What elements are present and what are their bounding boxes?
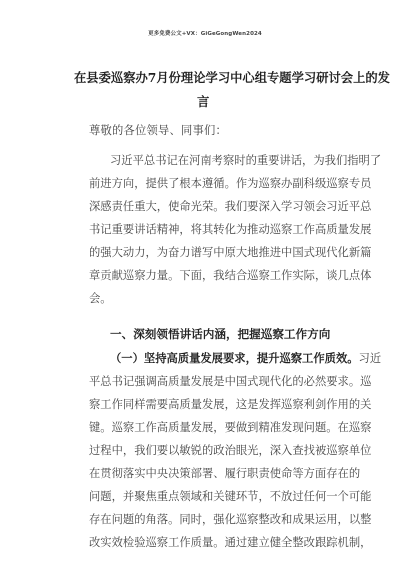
- paragraph-line: 在贯彻落实中央决策部署、履行职责使命等方面存在的: [89, 467, 361, 480]
- document-title-line2: 言: [197, 94, 210, 109]
- paragraph-line: 会。: [89, 292, 112, 305]
- paragraph-line: 书记重要讲话精神，将其转化为推动巡察工作高质量发展: [89, 223, 372, 236]
- subsection-heading-tail: 习近: [358, 352, 382, 365]
- paragraph-line: 平总书记强调高质量发展是中国式现代化的必然要求。巡: [89, 375, 372, 388]
- subsection-heading: （一）坚持高质量发展要求，提升巡察工作质效。: [110, 351, 359, 365]
- section-heading: 一、深刻领悟讲话内涵，把握巡察工作方向: [110, 327, 331, 341]
- paragraph-line: 问题，并聚焦重点领域和关键环节，不放过任何一个可能: [89, 490, 372, 503]
- paragraph-line: 习近平总书记在河南考察时的重要讲话，为我们指明了: [110, 154, 382, 167]
- paragraph-line: 键。巡察工作高质量发展，要做到精准发现问题。在巡察: [89, 421, 372, 434]
- paragraph-line: 存在问题的角落。同时，强化巡察整改和成果运用，以整: [89, 513, 372, 526]
- paragraph-line: 深感责任重大，使命光荣。我们要深入学习领会习近平总: [89, 200, 372, 213]
- paragraph-line: 改实效检验巡察工作质量。通过建立健全整改跟踪机制，: [89, 536, 372, 549]
- paragraph-line: 察工作同样需要高质量发展，这是发挥巡察利剑作用的关: [89, 398, 372, 411]
- paragraph-line: 过程中，我们要以敏锐的政治眼光，深入查找被巡察单位: [89, 444, 372, 457]
- document-title-line1: 在县委巡察办7月份理论学习中心组专题学习研讨会上的发: [74, 70, 390, 85]
- subsection-line: [110, 350, 381, 366]
- paragraph-line: 章贡献巡察力量。下面，我结合巡察工作实际，谈几点体: [89, 269, 372, 282]
- paragraph-line: 的强大动力，为奋力谱写中原大地推进中国式现代化新篇: [89, 246, 372, 259]
- header-note: 更多免费公文+VX：GiGeGongWen2024: [148, 31, 262, 37]
- salutation: 尊敬的各位领导、同事们：: [89, 124, 227, 137]
- paragraph-line: 前进方向，提供了根本遵循。作为巡察办副科级巡察专员: [89, 177, 372, 190]
